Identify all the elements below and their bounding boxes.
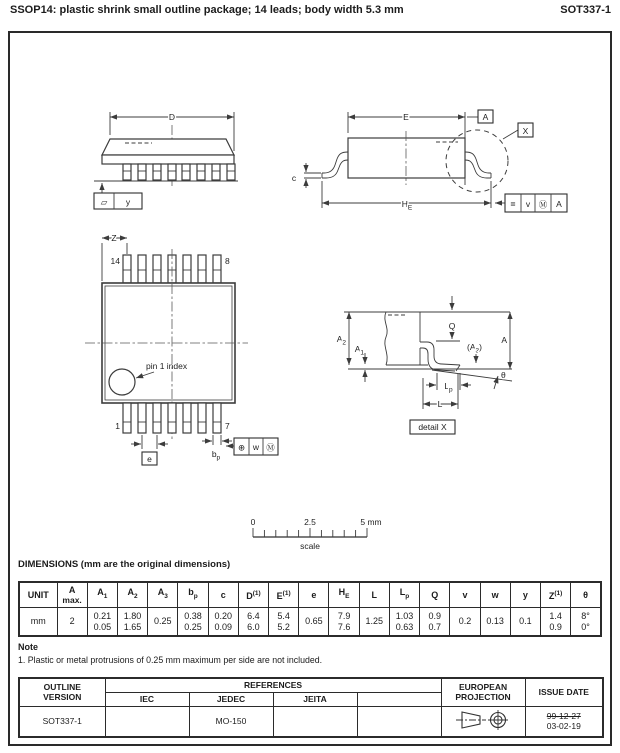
scale-caption: scale — [300, 541, 320, 551]
position-tolerance-icon: ⊕ — [237, 442, 246, 453]
dim-label-theta: θ — [501, 370, 506, 380]
scale-tick-mid: 2.5 — [304, 517, 316, 527]
value-cell: 1.25 — [359, 608, 389, 637]
dim-label-Z: Z — [111, 233, 117, 243]
dimensions-header-row — [19, 582, 601, 608]
dim-label-D: D — [168, 112, 176, 122]
col-l: L — [359, 582, 389, 608]
iec-header: IEC — [105, 692, 189, 706]
value-cell: 0.25 — [148, 608, 178, 637]
material-condition-icon: Ⓜ — [266, 442, 275, 453]
value-cell: 0.2 — [450, 608, 480, 637]
col-e: e — [299, 582, 329, 608]
issue-date-new: 03-02-19 — [546, 721, 581, 731]
dim-label-HE: $H_E$ — [401, 199, 413, 212]
col-a-max: A max. — [57, 582, 87, 608]
col-w: w — [480, 582, 510, 608]
tolerance-symbol: = — [510, 199, 516, 209]
dim-label-bp: $b_p$ — [211, 449, 221, 462]
col-v: v — [450, 582, 480, 608]
side-view-drawing — [94, 112, 238, 209]
first-angle-projection-icon — [455, 709, 511, 731]
dimensions-table — [18, 581, 602, 637]
issue-date-value — [525, 706, 603, 737]
doc-code: SOT337-1 — [560, 4, 611, 16]
dim-label-Lp: $L_p$ — [444, 381, 453, 394]
jeita-header: JEITA — [273, 692, 357, 706]
page-title: SSOP14: plastic shrink small outline package; 14 leads; body width 5.3 mm — [10, 4, 404, 16]
col-bp: $b_p$ — [178, 582, 208, 608]
ref-blank-header — [357, 692, 441, 706]
col-c: c — [208, 582, 238, 608]
flatness-ref-label: y — [125, 197, 131, 207]
col-q: Q — [420, 582, 450, 608]
value-cell-unit: mm — [19, 608, 57, 637]
pin-14-label: 14 — [110, 256, 120, 266]
col-z: $Z^{(1)}$ — [541, 582, 571, 608]
jedec-header: JEDEC — [189, 692, 273, 706]
col-y: y — [510, 582, 540, 608]
pin-1-label: 1 — [115, 421, 120, 431]
value-cell: 0.9 0.7 — [420, 608, 450, 637]
col-d: $D^{(1)}$ — [238, 582, 268, 608]
col-lp: $L_p$ — [389, 582, 419, 608]
detail-x-caption: detail X — [418, 422, 447, 432]
european-projection-symbol-cell — [441, 706, 525, 737]
tolerance-datum-label: A — [556, 199, 562, 209]
jedec-value: MO-150 — [189, 706, 273, 737]
package-outline-drawing — [8, 33, 612, 557]
datum-a-label: A — [482, 112, 489, 122]
tolerance-v-label: v — [525, 199, 531, 209]
tolerance-w-label: w — [252, 442, 260, 452]
value-cell: 8° 0° — [571, 608, 601, 637]
front-view-drawing — [292, 110, 567, 212]
value-cell: 7.9 7.6 — [329, 608, 359, 637]
detail-ref-label: X — [522, 126, 529, 136]
col-unit: UNIT — [19, 582, 57, 608]
value-cell: 5.4 5.2 — [269, 608, 299, 637]
col-theta: θ — [571, 582, 601, 608]
dim-label-A1: $A_1$ — [354, 344, 364, 357]
value-cell: 2 — [57, 608, 87, 637]
col-a3: $A_3$ — [148, 582, 178, 608]
dim-label-e: e — [147, 454, 152, 464]
top-view-drawing — [85, 233, 278, 465]
flatness-symbol: ▱ — [100, 197, 108, 207]
dim-label-E: E — [403, 112, 409, 122]
side-view-leads — [123, 164, 235, 180]
value-cell: 1.4 0.9 — [541, 608, 571, 637]
value-cell: 0.65 — [299, 608, 329, 637]
issue-date-old: 99-12-27 — [546, 711, 581, 721]
col-a2: $A_2$ — [117, 582, 147, 608]
col-he: $H_E$ — [329, 582, 359, 608]
value-cell: 0.38 0.25 — [178, 608, 208, 637]
material-condition-icon: Ⓜ — [538, 199, 548, 210]
dim-label-A3: $(A_3)$ — [467, 342, 482, 355]
outline-version-header: OUTLINE VERSION — [19, 678, 105, 706]
outline-version-value: SOT337-1 — [19, 706, 105, 737]
value-cell: 0.21 0.05 — [87, 608, 117, 637]
value-cell: 1.80 1.65 — [117, 608, 147, 637]
dim-label-A2: $A_2$ — [336, 334, 346, 347]
dim-label-c: c — [291, 173, 297, 183]
issue-date-header: ISSUE DATE — [525, 678, 603, 706]
value-cell: 0.20 0.09 — [208, 608, 238, 637]
pin-7-label: 7 — [225, 421, 230, 431]
ref-blank-value — [357, 706, 441, 737]
pin1-index-label: pin 1 index — [146, 361, 188, 371]
dimensions-value-row — [19, 608, 601, 637]
detail-x-drawing — [337, 296, 512, 434]
note-item: 1. Plastic or metal protrusions of 0.25 mm maximum per side are not included. — [18, 655, 323, 665]
dim-label-L: L — [437, 399, 443, 409]
note-heading: Note — [18, 642, 38, 652]
bottom-row-pins — [123, 403, 221, 433]
scale-bar — [251, 517, 382, 551]
jeita-value — [273, 706, 357, 737]
dim-label-Q: Q — [448, 321, 456, 331]
european-projection-header: EUROPEAN PROJECTION — [441, 678, 525, 706]
revision-table — [18, 677, 604, 738]
scale-tick-0: 0 — [250, 517, 256, 527]
pin-8-label: 8 — [225, 256, 230, 266]
scale-tick-end: 5 mm — [360, 517, 382, 527]
dim-label-A: A — [501, 335, 507, 345]
col-e-cap: $E^{(1)}$ — [269, 582, 299, 608]
col-a1: $A_1$ — [87, 582, 117, 608]
iec-value — [105, 706, 189, 737]
value-cell: 0.13 — [480, 608, 510, 637]
value-cell: 0.1 — [510, 608, 540, 637]
value-cell: 1.03 0.63 — [389, 608, 419, 637]
references-header: REFERENCES — [105, 678, 441, 692]
dimensions-table-title: DIMENSIONS (mm are the original dimensions) — [18, 559, 231, 570]
value-cell: 6.4 6.0 — [238, 608, 268, 637]
